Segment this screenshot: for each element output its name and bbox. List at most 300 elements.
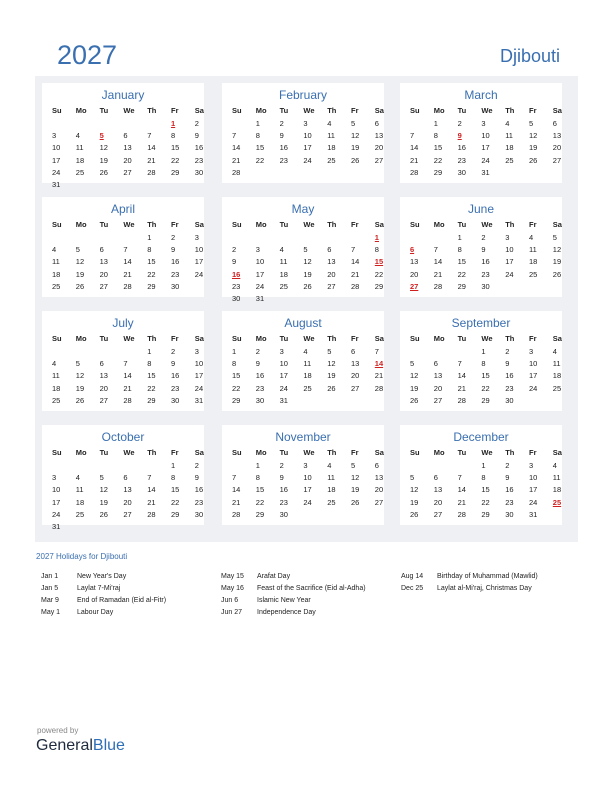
weekday-label: Su: [410, 448, 420, 457]
weekday-label: Th: [505, 220, 515, 229]
calendar-day: 3: [505, 233, 510, 242]
calendar-day: 1: [481, 461, 486, 470]
calendar-day: 20: [123, 497, 132, 507]
weekday-label: Mo: [255, 448, 267, 457]
calendar-day: 7: [147, 473, 152, 483]
calendar-day: 28: [123, 395, 132, 405]
calendar-day: 21: [123, 269, 132, 279]
calendar-day: 1: [171, 461, 176, 470]
calendar-day: 9: [255, 359, 260, 369]
calendar-day: 16: [481, 257, 490, 267]
calendar-day: 15: [481, 371, 490, 381]
calendar-day: 5: [529, 119, 534, 128]
calendar-day: 17: [194, 257, 204, 267]
calendar-day: 17: [303, 485, 312, 495]
weekday-label: Sa: [194, 448, 204, 457]
calendar-day: 23: [194, 497, 204, 507]
calendar-day: 10: [52, 143, 61, 153]
calendar-day: 16: [279, 143, 288, 153]
calendar-day: 13: [374, 131, 384, 141]
calendar-day: 2: [171, 233, 176, 242]
holiday-item: [401, 585, 532, 592]
month-june: [400, 197, 562, 297]
weekday-label: Su: [52, 334, 62, 343]
calendar-day: 15: [481, 485, 490, 495]
calendar-day: 17: [505, 257, 514, 267]
calendar-day: 3: [481, 119, 486, 128]
calendar-day: 25: [529, 269, 538, 279]
holiday-item: [41, 585, 120, 592]
calendar-day: 31: [194, 395, 204, 405]
calendar-day: 8: [147, 245, 152, 255]
weekday-label: Su: [52, 448, 62, 457]
holiday-name: Labour Day: [77, 609, 114, 616]
calendar-day: 20: [433, 497, 443, 507]
calendar-day: 11: [52, 257, 60, 267]
calendar-day: 17: [52, 497, 61, 507]
calendar-day: 3: [194, 233, 199, 242]
calendar-day: 14: [123, 257, 132, 267]
calendar-day: 21: [123, 383, 132, 393]
holiday-day: 1: [374, 233, 379, 242]
month-title: August: [284, 316, 322, 330]
weekday-label: Fr: [529, 448, 537, 457]
weekday-label: Sa: [552, 106, 562, 115]
calendar-day: 27: [99, 281, 108, 291]
holiday-date: Dec 25: [401, 585, 424, 592]
calendar-day: 29: [481, 509, 490, 519]
month-title: November: [275, 430, 331, 444]
calendar-day: 11: [279, 257, 288, 267]
calendar-day: 13: [123, 143, 132, 153]
month-may: [222, 197, 384, 303]
calendar-day: 18: [327, 143, 336, 153]
calendar-day: 28: [232, 167, 241, 177]
calendar-day: 18: [552, 371, 562, 381]
calendar-day: 5: [410, 473, 415, 483]
calendar-day: 8: [481, 359, 486, 369]
calendar-day: 9: [279, 131, 284, 141]
weekday-label: Th: [147, 220, 157, 229]
calendar-day: 5: [75, 245, 80, 255]
calendar-day: 26: [410, 395, 419, 405]
calendar-day: 4: [505, 119, 510, 128]
calendar-day: 19: [529, 143, 538, 153]
calendar-day: 9: [194, 131, 199, 141]
calendar-day: 22: [255, 497, 265, 507]
calendar-day: 11: [327, 473, 335, 483]
calendar-day: 8: [255, 473, 260, 483]
calendar-day: 30: [232, 294, 241, 303]
calendar-day: 13: [351, 359, 360, 369]
calendar-day: 17: [52, 155, 61, 165]
calendar-day: 20: [374, 485, 384, 495]
weekday-label: Th: [147, 334, 157, 343]
calendar-year: 2027: [57, 40, 118, 70]
weekday-label: Sa: [374, 334, 384, 343]
holiday-day: 6: [410, 245, 415, 255]
holiday-day: 14: [374, 359, 384, 369]
calendar-day: 1: [255, 119, 260, 128]
weekday-label: We: [481, 334, 493, 343]
calendar-day: 20: [99, 269, 108, 279]
calendar-day: 15: [171, 143, 180, 153]
calendar-day: 9: [171, 359, 176, 369]
holiday-name: End of Ramadan (Eid al-Fitr): [77, 597, 167, 604]
calendar-day: 18: [552, 485, 562, 495]
holiday-day: 15: [374, 257, 384, 267]
weekday-label: Tu: [99, 220, 109, 229]
calendar-day: 18: [279, 269, 288, 279]
holiday-name: Independence Day: [257, 609, 316, 616]
calendar-day: 6: [433, 359, 438, 369]
calendar-day: 12: [410, 485, 419, 495]
calendar-day: 4: [552, 461, 557, 470]
calendar-day: 5: [75, 359, 80, 369]
calendar-day: 21: [457, 383, 466, 393]
calendar-day: 31: [529, 509, 538, 519]
calendar-day: 14: [232, 485, 241, 495]
holiday-name: Laylat al-Mi'raj, Christmas Day: [437, 585, 532, 592]
calendar-day: 12: [410, 371, 419, 381]
calendar-day: 31: [52, 180, 61, 189]
holiday-day: 5: [99, 131, 104, 141]
weekday-label: Th: [147, 106, 157, 115]
month-title: October: [101, 430, 145, 444]
generalblue-logo[interactable]: [36, 737, 125, 755]
calendar-day: 12: [552, 245, 562, 255]
calendar-day: 10: [481, 131, 490, 141]
calendar-day: 27: [433, 395, 443, 405]
calendar-day: 6: [374, 119, 379, 128]
weekday-label: We: [303, 448, 315, 457]
calendar-day: 19: [75, 269, 85, 279]
calendar-day: 28: [374, 383, 384, 393]
calendar-day: 18: [75, 155, 85, 165]
calendar-day: 16: [457, 143, 466, 153]
calendar-day: 26: [99, 167, 108, 177]
weekday-label: Th: [147, 448, 157, 457]
calendar-day: 13: [374, 473, 384, 483]
calendar-day: 22: [171, 497, 180, 507]
calendar-day: 21: [374, 371, 384, 381]
calendar-day: 17: [303, 143, 312, 153]
weekday-label: Fr: [171, 106, 179, 115]
calendar-day: 18: [52, 383, 61, 393]
calendar-day: 12: [75, 371, 85, 381]
weekday-label: Th: [327, 220, 337, 229]
weekday-label: Tu: [457, 334, 467, 343]
calendar-day: 15: [255, 485, 265, 495]
weekday-label: We: [303, 220, 315, 229]
calendar-day: 20: [410, 269, 419, 279]
calendar-day: 29: [171, 167, 180, 177]
calendar-day: 21: [232, 497, 241, 507]
calendar-day: 25: [505, 155, 514, 165]
calendar-day: 24: [505, 269, 514, 279]
weekday-label: Fr: [351, 334, 359, 343]
weekday-label: Tu: [457, 448, 467, 457]
calendar-day: 10: [529, 473, 538, 483]
calendar-day: 11: [552, 359, 561, 369]
holidays-title: 2027 Holidays for Djibouti: [36, 552, 128, 561]
calendar-day: 4: [279, 245, 284, 255]
weekday-label: Sa: [194, 220, 204, 229]
calendar-day: 9: [232, 257, 237, 267]
calendar-day: 2: [481, 233, 486, 242]
calendar-day: 27: [327, 281, 336, 291]
calendar-day: 19: [410, 383, 419, 393]
calendar-day: 22: [171, 155, 180, 165]
holiday-day: 25: [552, 497, 562, 507]
calendar-day: 29: [147, 281, 156, 291]
calendar-day: 24: [52, 167, 61, 177]
calendar-day: 18: [327, 485, 336, 495]
weekday-label: Fr: [351, 220, 359, 229]
calendar-day: 6: [123, 131, 128, 141]
calendar-day: 15: [255, 143, 265, 153]
calendar-day: 3: [52, 131, 57, 141]
calendar-day: 23: [505, 383, 514, 393]
calendar-day: 13: [123, 485, 132, 495]
calendar-day: 17: [529, 371, 538, 381]
calendar-day: 7: [123, 359, 128, 369]
weekday-label: We: [303, 106, 315, 115]
weekday-label: Su: [410, 220, 420, 229]
calendar-day: 28: [351, 281, 360, 291]
calendar-day: 12: [351, 131, 360, 141]
weekday-label: Sa: [552, 448, 562, 457]
calendar-day: 15: [232, 371, 241, 381]
calendar-day: 19: [351, 485, 360, 495]
calendar-day: 6: [123, 473, 128, 483]
calendar-day: 29: [433, 167, 443, 177]
weekday-label: Mo: [433, 448, 445, 457]
calendar-day: 15: [433, 143, 443, 153]
calendar-day: 30: [194, 509, 204, 519]
holiday-name: Feast of the Sacrifice (Eid al-Adha): [257, 585, 366, 592]
weekday-label: Mo: [255, 106, 267, 115]
calendar-day: 24: [52, 509, 61, 519]
calendar-day: 27: [123, 509, 132, 519]
calendar-day: 9: [481, 245, 486, 255]
weekday-label: Fr: [529, 334, 537, 343]
calendar-day: 23: [505, 497, 514, 507]
calendar-day: 25: [75, 509, 85, 519]
weekday-label: Mo: [433, 106, 445, 115]
calendar-day: 4: [303, 347, 308, 356]
calendar-day: 1: [255, 461, 260, 470]
calendar-day: 7: [433, 245, 438, 255]
calendar-day: 20: [327, 269, 336, 279]
calendar-day: 2: [194, 461, 199, 470]
weekday-label: Su: [52, 220, 62, 229]
calendar-day: 23: [279, 155, 288, 165]
weekday-label: Mo: [433, 334, 445, 343]
weekday-label: Sa: [374, 106, 384, 115]
powered-by-text: powered by: [37, 726, 79, 735]
holiday-date: Jun 6: [221, 597, 239, 604]
calendar-day: 26: [75, 395, 85, 405]
calendar-day: 21: [147, 155, 156, 165]
calendar-day: 23: [171, 269, 180, 279]
calendar-day: 5: [351, 119, 356, 128]
month-title: December: [453, 430, 509, 444]
month-august: [222, 311, 384, 411]
calendar-day: 18: [505, 143, 514, 153]
calendar-day: 1: [457, 233, 462, 242]
calendar-day: 8: [433, 131, 438, 141]
calendar-day: 3: [279, 347, 284, 356]
calendar-day: 19: [327, 371, 336, 381]
calendar-day: 29: [232, 395, 241, 405]
calendar-day: 12: [75, 257, 85, 267]
month-september: [400, 311, 562, 411]
calendar-day: 26: [351, 497, 360, 507]
calendar-day: 25: [327, 497, 336, 507]
calendar-day: 18: [75, 497, 85, 507]
calendar-day: 3: [303, 119, 308, 128]
calendar-day: 27: [374, 155, 384, 165]
calendar-day: 19: [410, 497, 419, 507]
weekday-label: Sa: [374, 220, 384, 229]
calendar-day: 9: [171, 245, 176, 255]
calendar-day: 21: [232, 155, 241, 165]
weekday-label: Mo: [75, 334, 87, 343]
weekday-label: Su: [232, 220, 242, 229]
calendar-day: 17: [529, 485, 538, 495]
weekday-label: Tu: [457, 220, 467, 229]
logo-text-general: General: [36, 737, 93, 754]
holiday-date: Jan 1: [41, 573, 59, 580]
calendar-day: 12: [327, 359, 336, 369]
calendar-day: 13: [433, 371, 443, 381]
calendar-day: 25: [552, 383, 562, 393]
calendar-day: 26: [552, 269, 562, 279]
calendar-day: 24: [481, 155, 490, 165]
holiday-name: New Year's Day: [77, 573, 127, 580]
weekday-label: Tu: [279, 220, 289, 229]
calendar-day: 22: [481, 383, 490, 393]
calendar-day: 26: [327, 383, 336, 393]
calendar-day: 4: [529, 233, 534, 242]
calendar-day: 29: [147, 395, 156, 405]
weekday-label: Su: [232, 106, 242, 115]
month-title: February: [278, 88, 328, 102]
calendar-day: 10: [529, 359, 538, 369]
calendar-day: 16: [194, 143, 204, 153]
weekday-label: Fr: [351, 106, 359, 115]
calendar-day: 4: [75, 473, 80, 483]
calendar-day: 14: [147, 485, 156, 495]
calendar-day: 8: [374, 245, 379, 255]
calendar-day: 21: [457, 497, 466, 507]
calendar-day: 24: [279, 383, 288, 393]
weekday-label: Su: [410, 106, 420, 115]
calendar-day: 11: [529, 245, 537, 255]
calendar-day: 12: [99, 485, 108, 495]
calendar-day: 3: [529, 347, 534, 356]
holiday-date: Mar 9: [41, 597, 59, 604]
month-title: June: [467, 202, 495, 216]
holiday-date: May 16: [221, 585, 244, 592]
calendar-day: 30: [171, 395, 180, 405]
calendar-day: 4: [75, 131, 80, 141]
month-july: [42, 311, 204, 411]
calendar-day: 4: [327, 461, 332, 470]
weekday-label: Sa: [552, 334, 562, 343]
calendar-day: 23: [457, 155, 466, 165]
calendar-day: 2: [255, 347, 260, 356]
calendar-day: 7: [147, 131, 152, 141]
weekday-label: Sa: [194, 106, 204, 115]
holiday-item: [401, 573, 538, 580]
calendar-day: 14: [433, 257, 443, 267]
calendar-day: 15: [171, 485, 180, 495]
calendar-day: 19: [99, 155, 108, 165]
calendar-day: 10: [194, 245, 204, 255]
month-october: [42, 425, 204, 531]
calendar-day: 7: [351, 245, 356, 255]
calendar-day: 1: [232, 347, 237, 356]
calendar-day: 22: [147, 269, 156, 279]
holiday-day: 16: [232, 269, 241, 279]
calendar-day: 29: [255, 509, 265, 519]
holiday-item: [221, 597, 311, 604]
calendar-day: 16: [255, 371, 265, 381]
month-title: September: [451, 316, 511, 330]
calendar-day: 17: [255, 269, 265, 279]
calendar-day: 28: [410, 167, 419, 177]
holiday-item: [221, 585, 366, 592]
holiday-date: May 1: [41, 609, 61, 616]
weekday-label: Su: [232, 448, 242, 457]
holiday-day: 27: [410, 281, 419, 291]
calendar-day: 19: [99, 497, 108, 507]
calendar-day: 20: [374, 143, 384, 153]
calendar-day: 12: [99, 143, 108, 153]
calendar-day: 11: [552, 473, 561, 483]
calendar-day: 29: [374, 281, 384, 291]
calendar-day: 5: [99, 473, 104, 483]
calendar-day: 25: [279, 281, 288, 291]
calendar-day: 31: [279, 395, 288, 405]
holiday-item: [41, 597, 166, 604]
calendar-day: 27: [99, 395, 108, 405]
calendar-day: 7: [232, 131, 237, 141]
calendar-day: 22: [433, 155, 443, 165]
calendar-day: 16: [505, 485, 514, 495]
calendar-day: 14: [232, 143, 241, 153]
calendar-day: 28: [457, 509, 466, 519]
month-title: March: [464, 88, 498, 102]
calendar-day: 7: [457, 359, 462, 369]
calendar-day: 6: [433, 473, 438, 483]
calendar-day: 15: [457, 257, 466, 267]
month-april: [42, 197, 204, 297]
weekday-label: Sa: [552, 220, 562, 229]
calendar-day: 26: [303, 281, 312, 291]
month-title: January: [101, 88, 145, 102]
calendar-day: 2: [194, 119, 199, 128]
calendar-day: 27: [433, 509, 443, 519]
weekday-label: Tu: [99, 106, 109, 115]
calendar-day: 11: [327, 131, 335, 141]
weekday-label: Tu: [457, 106, 467, 115]
calendar-day: 2: [505, 461, 510, 470]
calendar-day: 30: [279, 509, 288, 519]
calendar-day: 12: [303, 257, 312, 267]
